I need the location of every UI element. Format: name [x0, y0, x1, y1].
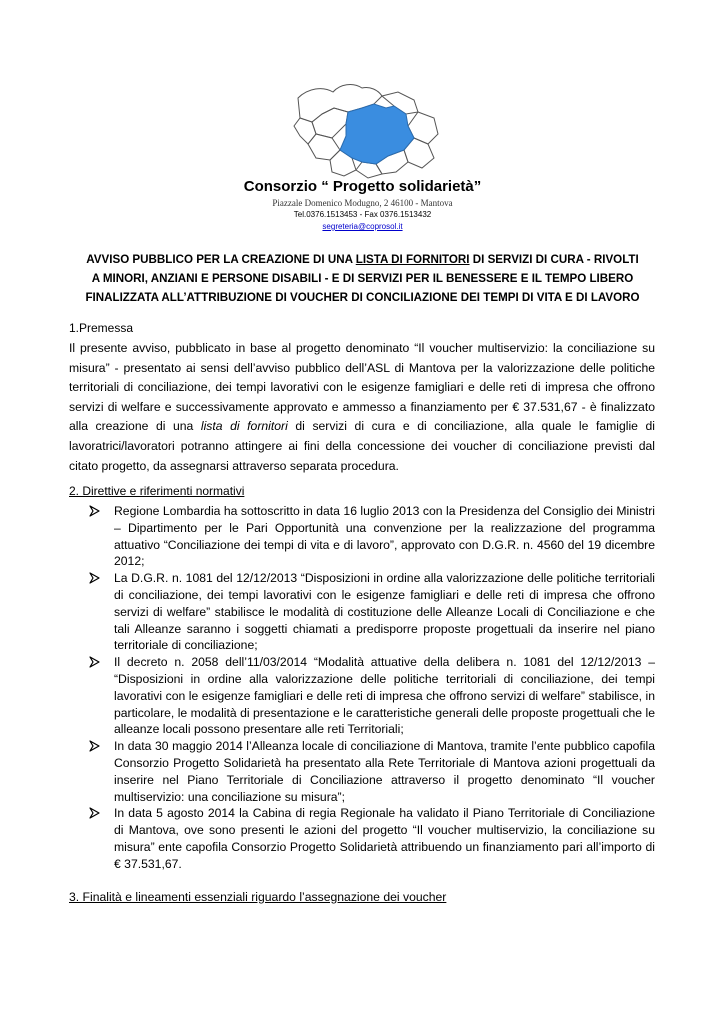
- title-line-2: A MINORI, ANZIANI E PERSONE DISABILI - E DI SERVIZI PER IL BENESSERE E IL TEMPO LIBERO: [91, 272, 634, 285]
- paragraph-line: citato progetto, da assegnarsi attraverso separata procedura.: [69, 458, 399, 473]
- paragraph-line: lavoratrici/lavoratori potranno attingere ai fini della concessione dei voucher di conciliazione previsti dal: [69, 438, 655, 453]
- paragraph-line: Il presente avviso, pubblicato in base al progetto denominato “Il voucher multiservizio: la conciliazione su: [69, 341, 655, 355]
- list-item: Il decreto n. 2058 dell’11/03/2014 “Modalità attuative della delibera n. 1081 del 12/12/2013 – “Disposizioni in ordine alla valorizzazione delle politiche territoriali di conciliazione, dei tempi lavorativi con le esigenze famigliari e delle reti di impresa che offrono servizi di welfare” stabilisce, in particolare, le modalità di presentazione e le caratteristiche generali delle proposte progettuali che le alleanze locali possono presentare alle reti Territoriali;: [88, 654, 655, 738]
- list-item: Regione Lombardia ha sottoscritto in data 16 luglio 2013 con la Presidenza del Consiglio dei Ministri – Dipartimento per le Pari Opportunità una convenzione per la realizzazione del programma attuativo “Conciliazione dei tempi di vita e di lavoro”, approvato con D.G.R. n. 4560 del 19 dicembre 2012;: [88, 503, 655, 570]
- arrow-bullet-icon: [88, 654, 102, 670]
- title-line-3: FINALIZZATA ALL’ATTRIBUZIONE DI VOUCHER DI CONCILIAZIONE DEI TEMPI DI VITA E DI LAVORO: [85, 291, 640, 304]
- org-name: Consorzio “ Progetto solidarietà”: [243, 178, 482, 195]
- section-1-heading: 1.Premessa: [69, 321, 134, 335]
- section-3-heading: 3. Finalità e lineamenti essenziali riguardo l’assegnazione dei voucher: [69, 890, 447, 904]
- paragraph-line: territoriali di conciliazione, dei tempi lavorativi con le esigenze famigliari e delle reti di impresa che offrono: [69, 380, 655, 395]
- arrow-bullet-icon: [88, 570, 102, 586]
- notice-title: [70, 250, 655, 307]
- title-line-1: AVVISO PUBBLICO PER LA CREAZIONE DI UNA LISTA DI FORNITORI DI SERVIZI DI CURA - RIVOLTI: [86, 253, 639, 266]
- arrow-bullet-icon: [88, 805, 102, 821]
- list-item: La D.G.R. n. 1081 del 12/12/2013 “Disposizioni in ordine alla valorizzazione delle politiche territoriali di conciliazione, dei tempi lavorativi con le esigenze famigliari e delle reti di impresa che offrono servizi di welfare” stabilisce le modalità di costituzione delle Alleanze Locali di Conciliazione e che tali Alleanze saranno i soggetti chiamati a predisporre proposte progettuali da inserire nel piano territoriale di conciliazione;: [88, 570, 655, 654]
- directives-list: [88, 503, 655, 873]
- arrow-bullet-icon: [88, 503, 102, 519]
- arrow-bullet-icon: [88, 738, 102, 754]
- paragraph-line: alla creazione di una lista di fornitori di servizi di cura e di conciliazione, alla quale le famiglie di: [69, 419, 655, 434]
- section-1-paragraph: [69, 339, 655, 476]
- highlighted-territory: [340, 104, 414, 164]
- org-phone-fax: Tel.0376.1513453 - Fax 0376.1513432: [293, 210, 432, 219]
- paragraph-line: servizi di welfare e successivamente approvato e ammesso a finanziamento per € 37.531,67 - è finalizzato: [69, 399, 655, 414]
- region-map-logo-icon: [278, 78, 448, 182]
- list-item: In data 5 agosto 2014 la Cabina di regia Regionale ha validato il Piano Territoriale di Conciliazione di Mantova, ove sono presenti le azioni del progetto “Il voucher multiservizio, la conciliazione su misura” ente capofila Consorzio Progetto Solidarietà attribuendo un finanziamento pari all’importo di € 37.531,67.: [88, 805, 655, 872]
- list-item: In data 30 maggio 2014 l’Alleanza locale di conciliazione di Mantova, tramite l’ente pubblico capofila Consorzio Progetto Solidarietà ha presentato alla Rete Territoriale di Mantova azioni progettuali da inserire nel Piano Territoriale di Conciliazione attraverso il progetto denominato “Il voucher multiservizio: una conciliazione su misura”;: [88, 738, 655, 805]
- section-2-heading: 2. Direttive e riferimenti normativi: [69, 484, 245, 498]
- paragraph-line: misura” - presentato ai sensi dell’avviso pubblico dell’ASL di Mantova per la valorizzazione delle politiche: [69, 360, 655, 375]
- org-address: Piazzale Domenico Modugno, 2 46100 - Mantova: [272, 198, 453, 208]
- org-email-link[interactable]: segreteria@coprosol.it: [322, 222, 403, 231]
